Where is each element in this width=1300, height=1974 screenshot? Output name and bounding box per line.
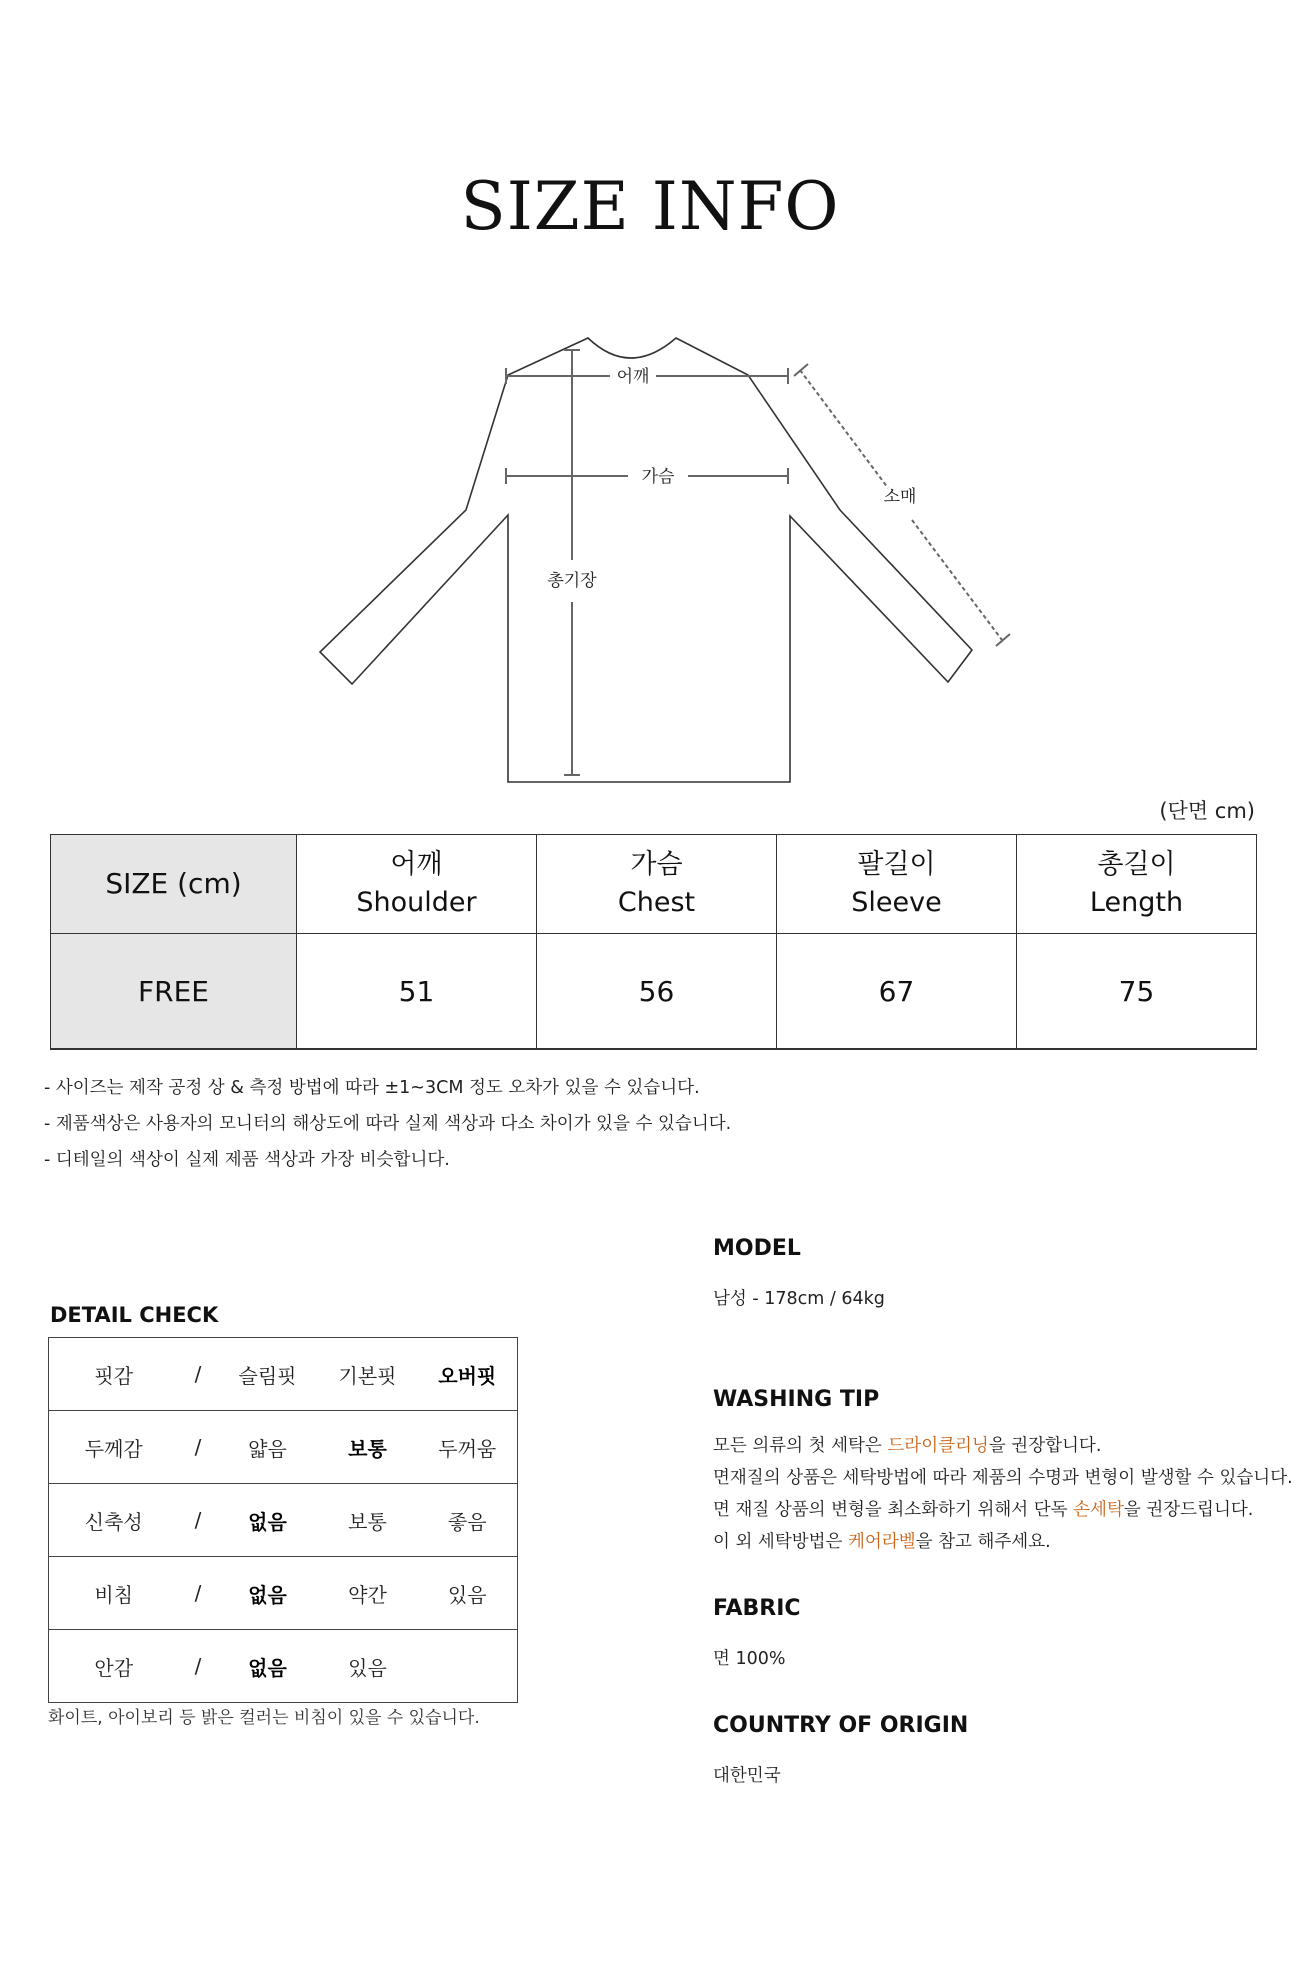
detail-option: 없음 — [218, 1557, 318, 1630]
detail-option: 두꺼움 — [418, 1411, 518, 1484]
detail-option: 기본핏 — [318, 1338, 418, 1411]
header-shoulder: 어깨 Shoulder — [297, 835, 537, 934]
detail-row — [49, 1630, 518, 1703]
detail-label: 신축성 — [49, 1484, 179, 1557]
shoulder-value: 51 — [297, 934, 537, 1050]
detail-separator: / — [179, 1557, 218, 1630]
length-label: 총기장 — [547, 571, 597, 591]
fabric-text: 면 100% — [713, 1649, 786, 1669]
garment-diagram — [300, 320, 1020, 800]
detail-label: 비침 — [49, 1557, 179, 1630]
detail-separator: / — [179, 1338, 218, 1411]
detail-separator: / — [179, 1484, 218, 1557]
detail-option: 슬림핏 — [218, 1338, 318, 1411]
washing-heading: WASHING TIP — [713, 1387, 880, 1412]
page-title: SIZE INFO — [460, 168, 840, 245]
washing-line: 모든 의류의 첫 세탁은 드라이클리닝을 권장합니다. — [713, 1436, 1102, 1456]
detail-option: 오버핏 — [418, 1338, 518, 1411]
detail-option: 좋음 — [418, 1484, 518, 1557]
detail-label: 안감 — [49, 1630, 179, 1703]
header-size: SIZE (cm) — [51, 835, 297, 934]
sleeve-value: 67 — [777, 934, 1017, 1050]
detail-separator: / — [179, 1411, 218, 1484]
detail-check-title: DETAIL CHECK — [50, 1303, 219, 1327]
detail-option: 없음 — [218, 1484, 318, 1557]
origin-text: 대한민국 — [713, 1766, 781, 1786]
detail-option: 없음 — [218, 1630, 318, 1703]
washing-line: 면 재질 상품의 변형을 최소화하기 위해서 단독 손세탁을 권장드립니다. — [713, 1500, 1254, 1520]
detail-option: 있음 — [318, 1630, 418, 1703]
detail-check-table — [48, 1337, 518, 1703]
size-notes — [44, 1070, 731, 1178]
washing-line: 이 외 세탁방법은 케어라벨을 참고 해주세요. — [713, 1532, 1051, 1552]
detail-option: 약간 — [318, 1557, 418, 1630]
chest-label: 가슴 — [641, 467, 675, 487]
note-line: - 사이즈는 제작 공정 상 & 측정 방법에 따라 ±1~3CM 정도 오차가 있을 수 있습니다. — [44, 1078, 700, 1098]
chest-value: 56 — [537, 934, 777, 1050]
washing-section — [713, 1387, 1293, 1558]
detail-row — [49, 1484, 518, 1557]
washing-text — [713, 1430, 1293, 1558]
detail-separator: / — [179, 1630, 218, 1703]
sleeve-label: 소매 — [883, 487, 917, 507]
fabric-heading: FABRIC — [713, 1596, 801, 1621]
size-table-header-row — [51, 835, 1257, 934]
unit-note: (단면 cm) — [1159, 799, 1255, 823]
model-heading: MODEL — [713, 1236, 801, 1261]
origin-heading: COUNTRY OF ORIGIN — [713, 1713, 969, 1738]
detail-option — [418, 1630, 518, 1703]
header-sleeve: 팔길이 Sleeve — [777, 835, 1017, 934]
detail-row — [49, 1338, 518, 1411]
table-row — [51, 934, 1257, 1050]
detail-option: 보통 — [318, 1411, 418, 1484]
detail-option: 얇음 — [218, 1411, 318, 1484]
origin-section — [713, 1713, 968, 1792]
detail-label: 핏감 — [49, 1338, 179, 1411]
detail-option: 보통 — [318, 1484, 418, 1557]
detail-row — [49, 1557, 518, 1630]
fabric-section — [713, 1596, 801, 1675]
detail-row — [49, 1411, 518, 1484]
size-table — [50, 834, 1257, 1050]
detail-option: 있음 — [418, 1557, 518, 1630]
model-section — [713, 1236, 885, 1315]
detail-label: 두께감 — [49, 1411, 179, 1484]
size-cell: FREE — [51, 934, 297, 1050]
sleeve-arrow-bottom — [912, 520, 1002, 640]
garment-outline — [320, 338, 972, 782]
length-value: 75 — [1017, 934, 1257, 1050]
header-length: 총길이 Length — [1017, 835, 1257, 934]
note-line: - 제품색상은 사용자의 모니터의 해상도에 따라 실제 색상과 다소 차이가 있을 수 있습니다. — [44, 1114, 732, 1134]
shoulder-label: 어깨 — [616, 367, 650, 387]
detail-note: 화이트, 아이보리 등 밝은 컬러는 비침이 있을 수 있습니다. — [48, 1708, 480, 1728]
washing-line: 면재질의 상품은 세탁방법에 따라 제품의 수명과 변형이 발생할 수 있습니다. — [713, 1468, 1293, 1488]
header-chest: 가슴 Chest — [537, 835, 777, 934]
model-text: 남성 - 178cm / 64kg — [713, 1289, 885, 1309]
note-line: - 디테일의 색상이 실제 제품 색상과 가장 비슷합니다. — [44, 1150, 450, 1170]
